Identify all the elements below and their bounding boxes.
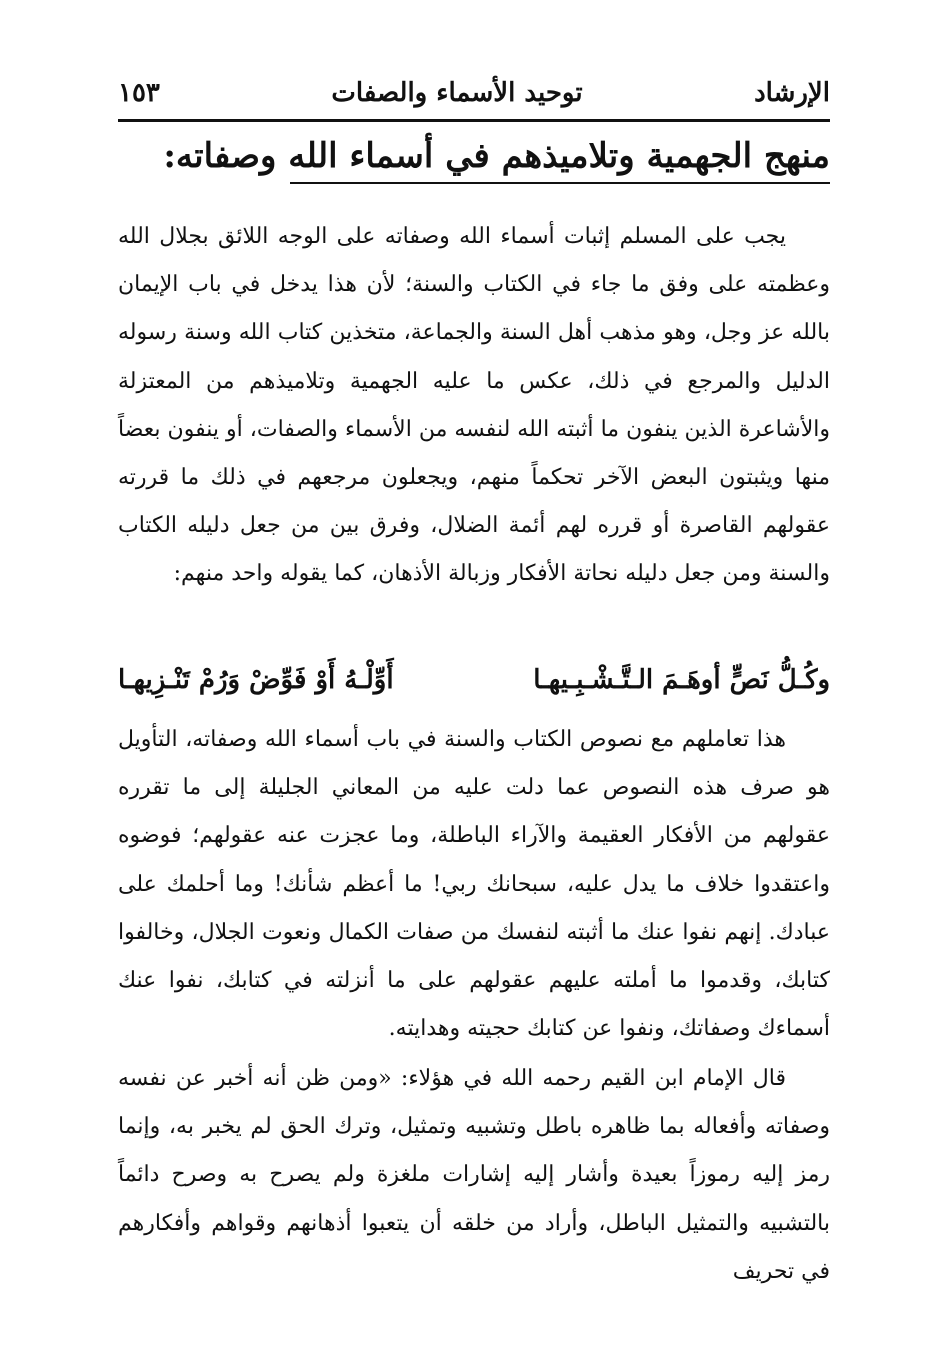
book-title: الإرشاد — [754, 78, 830, 108]
section-heading: منهج الجهمية وتلاميذهم في أسماء الله وصفاته: — [163, 136, 830, 176]
paragraph-commentary — [118, 716, 830, 1053]
paragraph-commentary-text: هذا تعاملهم مع نصوص الكتاب والسنة في باب أسماء الله وصفاته، التأويل هو صرف هذه النصوص عما دلت عليه من المعاني الجليلة إلى ما تقرره عقولهم من الأفكار العقيمة والآراء الباطلة، وما عجزت عنه عقولهم؛ فوضوه واعتقدوا خلاف ما يدل عليه، سبحانك ربي! ما أعظم شأنك! وما أحلمك على عبادك. إنهم نفوا عنك ما أثبته لنفسك من صفات الكمال ونعوت الجلال، وخالفوا كتابك، وقدموا ما أملته عليهم عقولهم على ما أنزلته في كتابك، نفوا عنك أسماءك وصفاتك، ونفوا عن كتابك حجيته وهدايته. — [118, 727, 830, 1042]
running-head — [118, 70, 830, 116]
verse-second-hemistich: أَوِّلْـهُ أَوْ فَوِّضْ وَرُمْ تَنْـزِيهـا — [118, 665, 394, 695]
verse-line — [118, 654, 830, 706]
heading-underline — [290, 182, 830, 184]
verse-first-hemistich: وكُـلُّ نَصٍّ أوهَـمَ الـتَّـشْـبِـيهـا — [533, 665, 830, 695]
paragraph-quote-text: قال الإمام ابن القيم رحمه الله في هؤلاء: «ومن ظن أنه أخبر عن نفسه وصفاته وأفعاله بما ظاهره باطل وتشبيه وتمثيل، وترك الحق لم يخبر به، وإنما رمز إليه رموزاً بعيدة وأشار إليه إشارات ملغزة ولم يصرح به وصرح دائماً بالتشبيه والتمثيل الباطل، وأراد من خلقه أن يتعبوا أذهانهم وقواهم وأفكارهم في تحريف — [118, 1066, 830, 1284]
paragraph-quote — [118, 1055, 830, 1296]
paragraph-intro-text: يجب على المسلم إثبات أسماء الله وصفاته على الوجه اللائق بجلال الله وعظمته على وفق ما جاء في الكتاب والسنة؛ لأن هذا يدخل في باب الإيمان بالله عز وجل، وهو مذهب أهل السنة والجماعة، متخذين كتاب الله وسنة رسوله الدليل والمرجع في ذلك، عكس ما عليه الجهمية وتلاميذهم من المعتزلة والأشاعرة الذين ينفون ما أثبته الله لنفسه من الأسماء والصفات، أو ينفون بعضاً منها ويثبتون البعض الآخر تحكماً منهم، ويجعلون مرجعهم في ذلك ما قررته عقولهم القاصرة أو قرره لهم أئمة الضلال، وفرق بين من جعل دليله الكتاب والسنة ومن جعل دليله نحاتة الأفكار وزبالة الأذهان، كما يقوله واحد منهم: — [118, 224, 830, 587]
header-rule — [118, 119, 830, 122]
chapter-title: توحيد الأسماء والصفات — [331, 78, 583, 108]
paragraph-intro — [118, 213, 830, 599]
page-number: ١٥٣ — [118, 78, 160, 108]
